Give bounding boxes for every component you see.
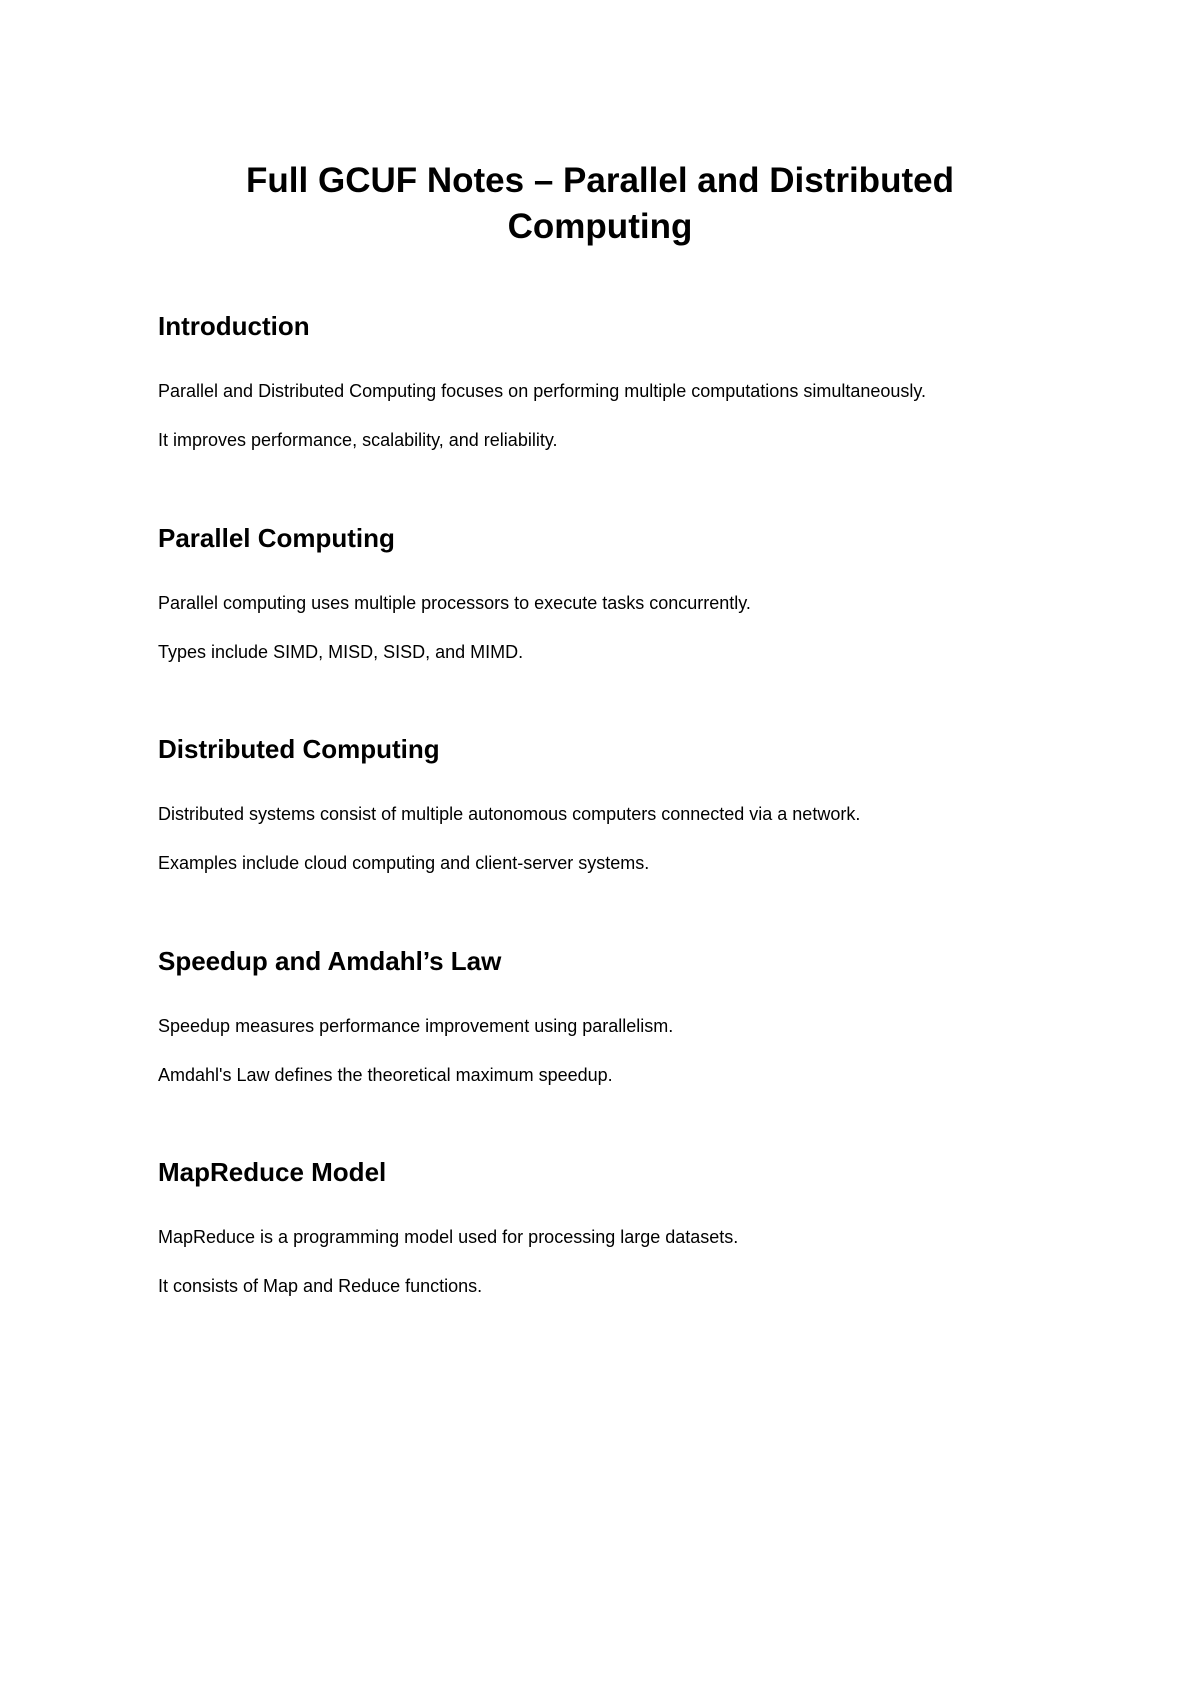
section-mapreduce-model (158, 1156, 1058, 1297)
section-heading: Speedup and Amdahl’s Law (158, 946, 502, 976)
section-speedup-amdahls-law (158, 945, 1058, 1086)
section-distributed-computing (158, 733, 1058, 874)
section-paragraph: Amdahl's Law defines the theoretical maximum speedup. (158, 1065, 613, 1085)
section-paragraph: Types include SIMD, MISD, SISD, and MIMD. (158, 642, 524, 662)
section-heading: MapReduce Model (158, 1157, 387, 1187)
document-title: Full GCUF Notes – Parallel and Distributed Computing (246, 161, 954, 246)
section-paragraph: Examples include cloud computing and client-server systems. (158, 853, 650, 873)
section-heading: Parallel Computing (158, 523, 395, 553)
section-paragraph: Parallel computing uses multiple processors to execute tasks concurrently. (158, 593, 751, 613)
section-paragraph: It improves performance, scalability, and reliability. (158, 430, 558, 450)
section-heading: Distributed Computing (158, 734, 440, 764)
section-parallel-computing (158, 522, 1058, 663)
section-paragraph: MapReduce is a programming model used for processing large datasets. (158, 1227, 739, 1247)
section-introduction (158, 310, 1058, 451)
section-paragraph: Distributed systems consist of multiple autonomous computers connected via a network. (158, 804, 861, 824)
section-heading: Introduction (158, 311, 310, 341)
section-paragraph: Parallel and Distributed Computing focuses on performing multiple computations simultaneously. (158, 381, 927, 401)
section-paragraph: Speedup measures performance improvement using parallelism. (158, 1016, 674, 1036)
section-paragraph: It consists of Map and Reduce functions. (158, 1276, 483, 1296)
